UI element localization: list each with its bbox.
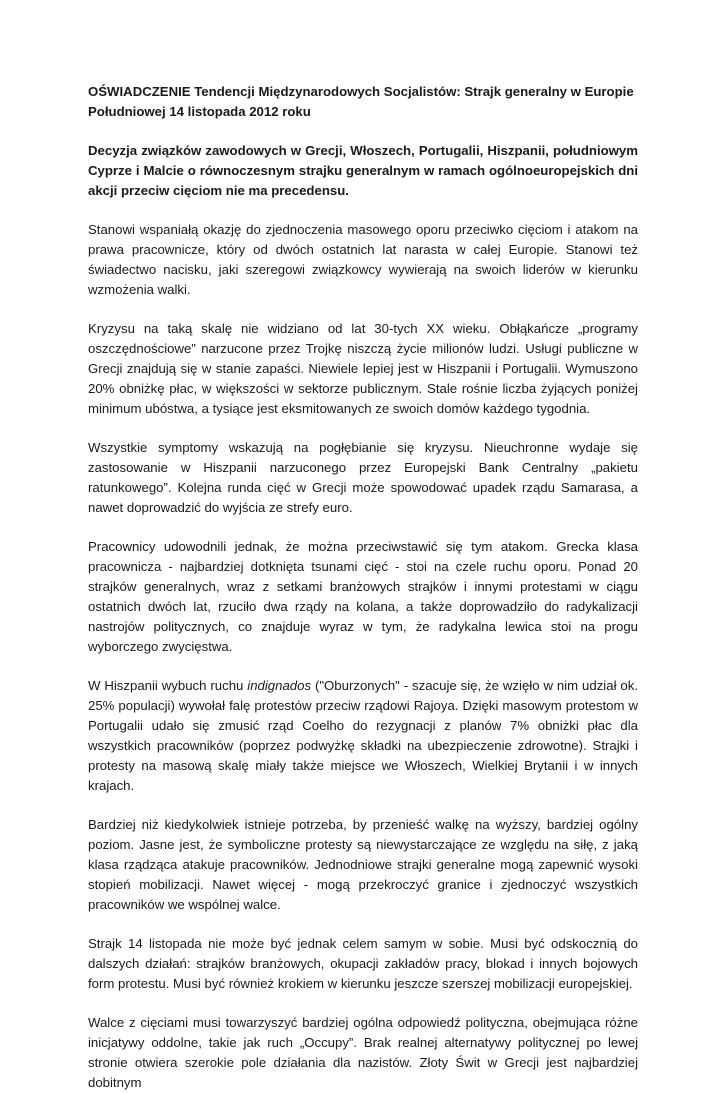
paragraph-6: Bardziej niż kiedykolwiek istnieje potrzeba, by przenieść walkę na wyższy, bardziej ogólny poziom. Jasne jest, że symboliczne protesty są niewystarczające ze względu na siłę, z jaką klasa rządząca atakuje pracowników. Jednodniowe strajki generalne mogą zapewnić wysoki stopień mobilizacji. Nawet więcej - mogą przekroczyć granice i zjednoczyć wszystkich pracowników we wspólnej walce. [88, 817, 638, 912]
paragraph-1: Stanowi wspaniałą okazję do zjednoczenia masowego oporu przeciwko cięciom i atakom na prawa pracownicze, który od dwóch ostatnich lat narasta w całej Europie. Stanowi też świadectwo nacisku, jaki szeregowi związkowcy wywierają na swoich liderów w kierunku wzmożenia walki. [88, 222, 638, 297]
document-title: OŚWIADCZENIE Tendencji Międzynarodowych Socjalistów: Strajk generalny w Europie Południowej 14 listopada 2012 roku [88, 84, 634, 119]
lead-paragraph: Decyzja związków zawodowych w Grecji, Włoszech, Portugalii, Hiszpanii, południowym Cyprze i Malcie o równoczesnym strajku generalnym w ramach ogólnoeuropejskich dni akcji przeciw cięciom nie ma precedensu. [88, 143, 638, 198]
paragraph-5 [88, 676, 638, 796]
indignados-term: indignados [247, 678, 312, 693]
paragraph-2: Kryzysu na taką skalę nie widziano od lat 30-tych XX wieku. Obłąkańcze „programy oszczędnościowe” narzucone przez Trojkę niszczą życie milionów ludzi. Usługi publiczne w Grecji znajdują się w stanie zapaści. Niewiele lepiej jest w Hiszpanii i Portugalii. Wymuszono 20% obniżkę płac, w większości w sektorze publicznym. Stale rośnie liczba żyjących poniżej minimum ubóstwa, a tysiące jest eksmitowanych ze swoich domów każdego tygodnia. [88, 321, 638, 416]
paragraph-3: Wszystkie symptomy wskazują na pogłębianie się kryzysu. Nieuchronne wydaje się zastosowanie w Hiszpanii narzuconego przez Europejski Bank Centralny „pakietu ratunkowego”. Kolejna runda cięć w Grecji może spowodować upadek rządu Samarasa, a nawet doprowadzić do wyjścia ze strefy euro. [88, 440, 638, 515]
paragraph-8: Walce z cięciami musi towarzyszyć bardziej ogólna odpowiedź polityczna, obejmująca różne inicjatywy oddolne, takie jak ruch „Occupy”. Brak realnej alternatywy politycznej po lewej stronie otwiera szerokie pole działania dla nazistów. Złoty Świt w Grecji jest najbardziej dobitnym [88, 1015, 638, 1090]
paragraph-7: Strajk 14 listopada nie może być jednak celem samym w sobie. Musi być odskocznią do dalszych działań: strajków branżowych, okupacji zakładów pracy, blokad i innych bojowych form protestu. Musi być również krokiem w kierunku jeszcze szerszej mobilizacji europejskiej. [88, 936, 638, 991]
paragraph-4: Pracownicy udowodnili jednak, że można przeciwstawić się tym atakom. Grecka klasa pracownicza - najbardziej dotknięta tsunami cięć - stoi na czele ruchu oporu. Ponad 20 strajków generalnych, wraz z setkami branżowych strajków i innymi protestami w ciągu ostatnich dwóch lat, rzuciło dwa rządy na kolana, a także doprowadziło do radykalizacji nastrojów politycznych, co znajduje wyraz w tym, że radykalna lewica stoi na progu wyborczego zwycięstwa. [88, 539, 638, 654]
paragraph-5-rest: ("Oburzonych" - szacuje się, że wzięło w nim udział ok. 25% populacji) wywołał falę protestów przeciw rządowi Rajoya. Dzięki masowym protestom w Portugalii udało się zmusić rząd Coelho do rezygnacji z planów 7% obniżki płac dla wszystkich pracowników (poprzez podwyżkę składki na ubezpieczenie zdrowotne). Strajki i protesty na masową skalę miały także miejsce we Włoszech, Wielkiej Brytanii i w innych krajach. [88, 678, 638, 793]
paragraph-5-start: W Hiszpanii wybuch ruchu [88, 678, 248, 693]
